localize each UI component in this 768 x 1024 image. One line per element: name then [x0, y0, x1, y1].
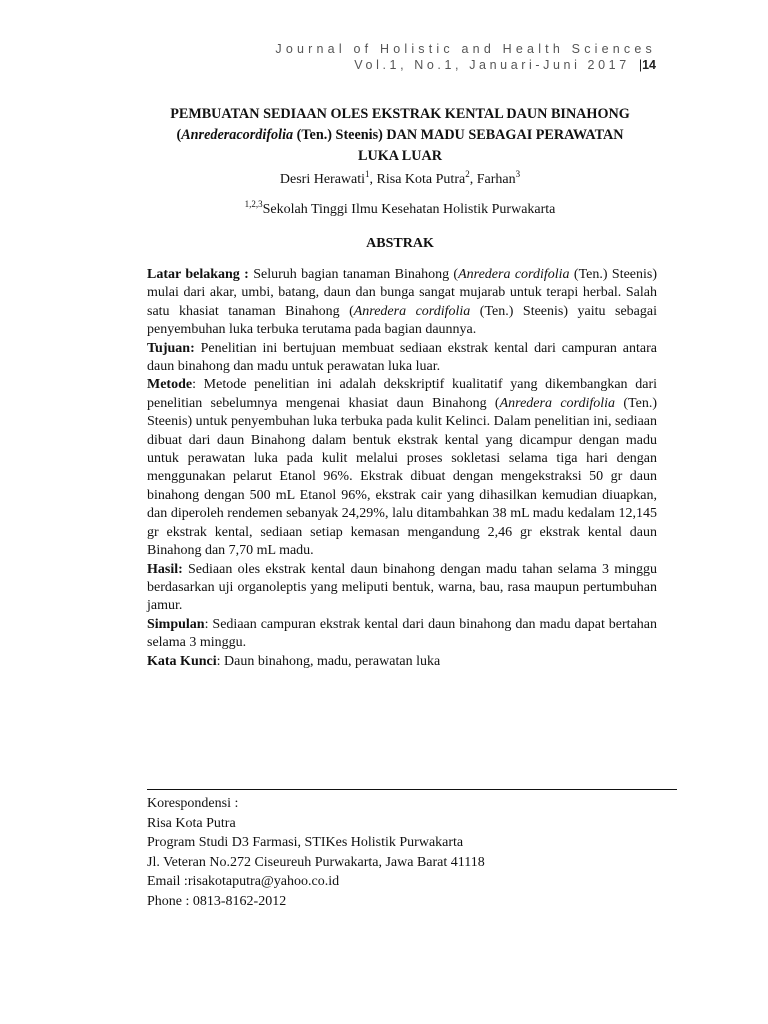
correspondence-email: Email :risakotaputra@yahoo.co.id — [147, 874, 340, 889]
header-separator: | — [638, 58, 643, 72]
affiliation — [140, 199, 660, 218]
author-1: Desri Herawati — [279, 172, 366, 187]
correspondence-address: Jl. Veteran No.272 Ciseureuh Purwakarta, Jawa Barat 41118 — [147, 854, 485, 870]
abstract-body — [147, 266, 657, 653]
author-3: , Farhan — [469, 172, 516, 187]
abstract-metode: Metode: Metode penelitian ini adalah dekskriptif kualitatif yang dikembangkan dari penelitian sebelumnya mengenai khasiat daun Binahong (Anredera cordifolia (Ten.) Steenis) untuk penyembuhan luka terbuka pada kulit Kelinci. Dalam penelitian ini, sediaan dibuat dari daun Binahong dalam bentuk ekstrak kental yang dicampur dengan madu untuk perawatan luka pada kulit melalui proses sokletasi selama tiga hari dengan menggunakan pelarut Etanol 96%. Ekstrak dibuat dengan mengekstraksi 50 gr daun binahong dengan 500 mL Etanol 96%, ekstrak cair yang dihasilkan kemudian diuapkan, dan diperoleh rendemen sebanyak 24,29%, lalu ditambahkan 38 mL madu kedalam 12,145 gr ekstrak kental, sediaan setiap kemasan mengandung 2,46 gr ekstrak kental daun Binahong dan 7,70 mL madu. — [147, 377, 657, 559]
footnote-divider — [147, 789, 677, 790]
affiliation-text: Sekolah Tinggi Ilmu Kesehatan Holistik Purwakarta — [262, 202, 556, 217]
author-list: Desri Herawati$^1$, Risa Kota Putra$^2$, Farhan$^3$ — [279, 169, 521, 187]
abstract-heading: ABSTRAK — [366, 236, 434, 251]
correspondence-name: Risa Kota Putra — [147, 815, 236, 831]
abstract-latar-belakang: Latar belakang : Seluruh bagian tanaman Binahong (Anredera cordifolia (Ten.) Steenis) mulai dari akar, umbi, batang, daun dan bunga sangat mujarab untuk terapi herbal. Salah satu khasiat tanaman Binahong (Anredera cordifolia (Ten.) Steenis) yaitu sebagai penyembuhan luka terbuka terutama pada bagian daunnya. — [147, 267, 658, 338]
title-line-1: PEMBUATAN SEDIAAN OLES EKSTRAK KENTAL DAUN BINAHONG — [170, 106, 630, 122]
running-header — [275, 42, 656, 72]
correspondence-program: Program Studi D3 Farmasi, STIKes Holistik Purwakarta — [147, 835, 464, 850]
author-2: , Risa Kota Putra — [369, 172, 466, 187]
title-species: Anrederacordifolia — [181, 127, 294, 143]
keywords — [147, 654, 657, 670]
correspondence-phone: Phone : 0813-8162-2012 — [147, 893, 287, 909]
volume-line — [275, 58, 656, 72]
keywords-label: Kata Kunci — [147, 654, 217, 669]
keywords-text: : Daun binahong, madu, perawatan luka — [216, 654, 441, 669]
abstract-simpulan: Simpulan: Sediaan campuran ekstrak kental dari daun binahong dan madu dapat bertahan selama 3 minggu. — [147, 616, 657, 651]
abstract-hasil: Hasil: Sediaan oles ekstrak kental daun binahong dengan madu tahan selama 3 minggu berdasarkan uji organoleptis yang meliputi bentuk, warna, bau, rasa maupun pertumbuhan jamur. — [147, 561, 657, 614]
correspondence-label: Korespondensi : — [147, 796, 239, 811]
volume-info: Vol.1, No.1, Januari-Juni 2017 — [354, 58, 630, 72]
affiliation-markers: 1,2,3 — [244, 199, 263, 209]
title-line-3: LUKA LUAR — [358, 148, 442, 164]
correspondence-block — [147, 794, 485, 911]
paper-title — [140, 104, 660, 167]
page-number: 14 — [642, 58, 656, 72]
title-line-2: (Anrederacordifolia (Ten.) Steenis) DAN MADU SEBAGAI PERAWATAN — [176, 127, 624, 143]
abstract-tujuan: Tujuan: Penelitian ini bertujuan membuat sediaan ekstrak kental dari campuran antara daun binahong dan madu untuk perawatan luka luar. — [147, 340, 657, 375]
journal-name: Journal of Holistic and Health Sciences — [275, 42, 656, 56]
